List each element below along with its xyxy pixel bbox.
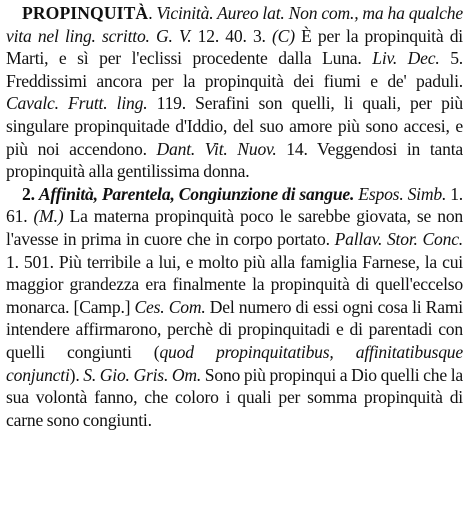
citation: Dant. Vit. Nuov. <box>156 138 277 159</box>
definition: Vicinità. Aureo lat. Non com., ma ha qualche vita nel ling. scritto. G. V. <box>6 3 463 46</box>
citation: S. Gio. Gris. Om. <box>83 364 202 385</box>
text: 1. 61. <box>6 183 464 227</box>
source-tag: (M.) <box>33 206 64 227</box>
quotation: 14. Veggendosi in tanta propinquità alla gentilissima donna. <box>6 138 464 182</box>
quotation: Sono più propinqui a Dio quelli che la sua volontà fanno, che coloro i quali per somma propinquità di carne sono congiunti. <box>6 364 463 430</box>
text: ). <box>69 364 84 385</box>
quotation: È per la propinquità di Marti, e sì per l'eclissi procedente dalla Luna. <box>6 25 463 69</box>
quotation: La materna propinquità poco le sarebbe giovata, se non l'avesse in prima in cuore che in corpo portato. <box>6 206 464 249</box>
quotation: 1. 501. Più terribile a lui, e molto più alla famiglia Farnese, la cui maggior grandezza era finalmente la propinquità di quell'eccelso monarca. [Camp.] <box>6 251 463 317</box>
latin-phrase: quod propinquitatibus, affinitatibusque conjuncti <box>6 341 463 385</box>
quotation: Del numero di essi ogni cosa li Rami intendere affirmarono, perchè di propinquitadi e di parentadi con quelli congiunti ( <box>6 296 463 362</box>
citation: Espos. Simb. <box>358 183 447 204</box>
citation: Liv. Dec. <box>372 48 440 69</box>
citation: Cavalc. Frutt. ling. <box>6 93 148 114</box>
sense-number: 2. <box>22 183 35 204</box>
entry-paragraph-2 <box>6 183 463 432</box>
quotation: 119. Serafini son quelli, li quali, per più singulare propinquitade d'Iddio, del suo amore più sono accesi, e più noi accendono. <box>6 93 463 159</box>
sense-definition: Affinità, Parentela, Congiunzione di sangue. <box>38 183 355 204</box>
quotation: 5. Freddissimi ancora per la propinquità dei fiumi e de' paduli. <box>6 48 463 91</box>
citation: Ces. Com. <box>134 296 206 317</box>
text: 12. 40. 3. <box>191 25 272 46</box>
citation: Pallav. Stor. Conc. <box>334 228 464 249</box>
source-tag: (C) <box>272 25 295 46</box>
entry-paragraph-1 <box>6 2 463 183</box>
text: . <box>148 3 157 23</box>
headword: PROPINQUITÀ <box>22 3 149 23</box>
